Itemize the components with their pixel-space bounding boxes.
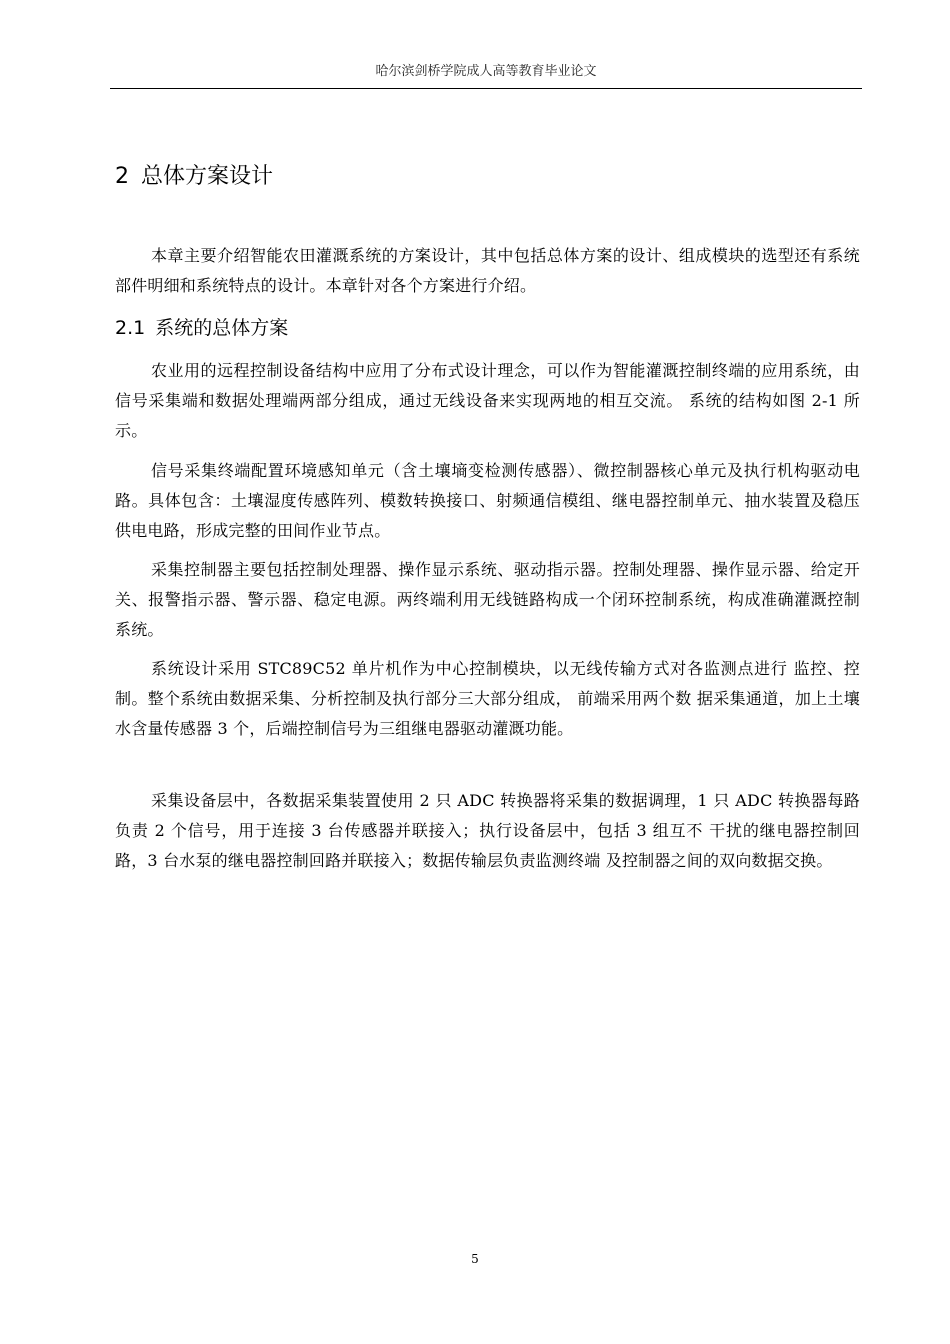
body-paragraph-1: 农业用的远程控制设备结构中应用了分布式设计理念，可以作为智能灌溉控制终端的应用系统，由信号采集端和数据处理端两部分组成，通过无线设备来实现两地的相互交流。 系统的结构如图 2-1 所示。 [115, 361, 860, 440]
running-header: 哈尔滨剑桥学院成人高等教育毕业论文 [375, 64, 597, 79]
header-divider [110, 88, 862, 89]
section-title-text: 系统的总体方案 [155, 317, 289, 339]
section-number: 2.1 [115, 317, 146, 339]
page-number: 5 [471, 1252, 479, 1266]
section-title [115, 314, 288, 342]
intro-paragraph: 本章主要介绍智能农田灌溉系统的方案设计，其中包括总体方案的设计、组成模块的选型还有系统部件明细和系统特点的设计。本章针对各个方案进行介绍。 [115, 246, 860, 295]
body-paragraph-4: 系统设计采用 STC89C52 单片机作为中心控制模块，以无线传输方式对各监测点进行 监控、控制。整个系统由数据采集、分析控制及执行部分三大部分组成， 前端采用两个数 据采集通道，加上土壤水含量传感器 3 个，后端控制信号为三组继电器驱动灌溉功能。 [115, 659, 860, 738]
body-paragraph-3: 采集控制器主要包括控制处理器、操作显示系统、驱动指示器。控制处理器、操作显示器、给定开关、报警指示器、警示器、稳定电源。两终端利用无线链路构成一个闭环控制系统，构成准确灌溉控制系统。 [115, 560, 860, 639]
chapter-number: 2 [115, 164, 129, 189]
chapter-title [115, 162, 273, 192]
chapter-title-text: 总体方案设计 [141, 164, 274, 189]
body-paragraph-5: 采集设备层中，各数据采集装置使用 2 只 ADC 转换器将采集的数据调理，1 只 ADC 转换器每路负责 2 个信号，用于连接 3 台传感器并联接入；执行设备层中，包括 3 组互不 干扰的继电器控制回路，3 台水泵的继电器控制回路并联接入；数据传输层负责监测终端 及控制器之间的双向数据交换。 [115, 791, 860, 870]
body-paragraph-2: 信号采集终端配置环境感知单元（含土壤墒变检测传感器）、微控制器核心单元及执行机构驱动电路。具体包含：土壤湿度传感阵列、模数转换接口、射频通信模组、继电器控制单元、抽水装置及稳压供电电路，形成完整的田间作业节点。 [115, 461, 860, 540]
